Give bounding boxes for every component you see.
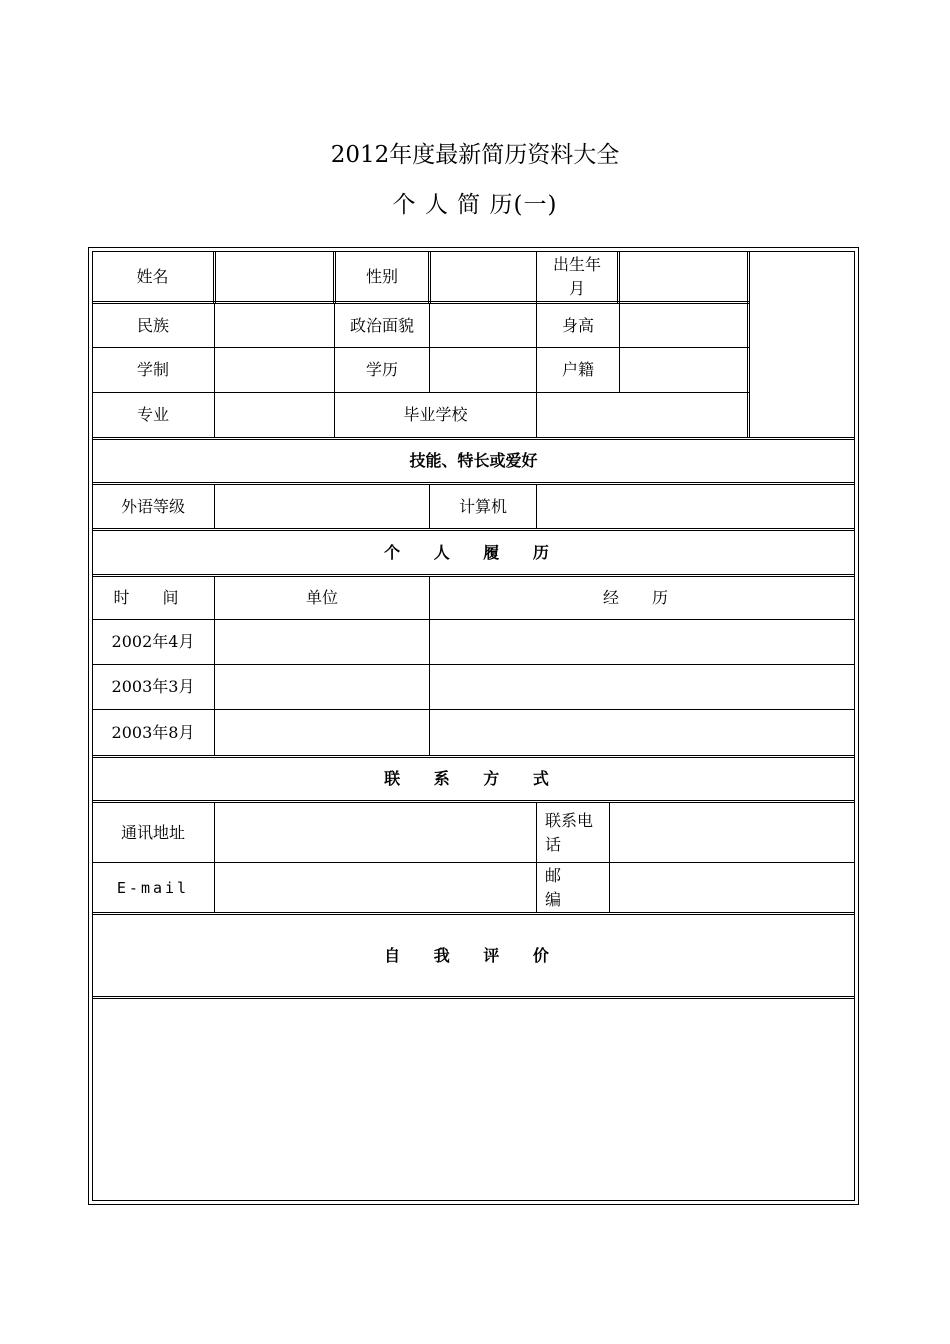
col-divider bbox=[617, 251, 620, 303]
language-label: 外语等级 bbox=[120, 496, 185, 516]
col-experience-header: 经 历 bbox=[602, 588, 683, 607]
major-field[interactable] bbox=[215, 393, 334, 437]
skills-heading: 技能、特长或爱好 bbox=[409, 451, 538, 470]
schooling-label: 学制 bbox=[136, 360, 169, 379]
ethnicity-field[interactable] bbox=[215, 304, 334, 347]
resume-row-unit[interactable] bbox=[215, 620, 429, 664]
name-label: 姓名 bbox=[136, 267, 169, 286]
self-eval-field[interactable] bbox=[92, 999, 855, 1201]
education-field[interactable] bbox=[430, 348, 536, 392]
birth-label-line2: 月 bbox=[568, 279, 585, 298]
address-field[interactable] bbox=[215, 803, 536, 862]
political-label: 政治面貌 bbox=[349, 315, 414, 335]
hukou-field[interactable] bbox=[620, 348, 747, 392]
resume-heading: 个 人 履 历 bbox=[384, 542, 563, 562]
resume-row-unit[interactable] bbox=[215, 710, 429, 755]
language-field[interactable] bbox=[215, 485, 429, 528]
email-label: E-mail bbox=[116, 878, 190, 897]
resume-row-time: 2002年4月 bbox=[111, 632, 195, 651]
birth-label-line1: 出生年 bbox=[552, 255, 601, 274]
resume-row-time: 2003年8月 bbox=[111, 722, 195, 742]
height-field[interactable] bbox=[620, 304, 747, 347]
zip-label bbox=[545, 863, 609, 912]
resume-row-experience[interactable] bbox=[430, 620, 855, 664]
school-label: 毕业学校 bbox=[403, 405, 468, 424]
zip-field[interactable] bbox=[610, 863, 855, 912]
major-label: 专业 bbox=[136, 405, 169, 424]
contact-heading: 联 系 方 式 bbox=[384, 769, 563, 788]
education-label: 学历 bbox=[365, 360, 398, 379]
hukou-label: 户籍 bbox=[561, 360, 594, 379]
self-eval-heading: 自 我 评 价 bbox=[384, 945, 563, 965]
col-divider bbox=[213, 251, 216, 303]
phone-field[interactable] bbox=[610, 803, 855, 862]
photo-divider bbox=[747, 251, 750, 438]
page-title: 2012年度最新简历资料大全 bbox=[330, 142, 620, 168]
name-field[interactable] bbox=[217, 251, 333, 303]
zip-label-line2: 编 bbox=[545, 889, 562, 909]
ethnicity-label: 民族 bbox=[136, 315, 169, 335]
phone-label bbox=[545, 803, 609, 862]
phone-label-line2: 话 bbox=[545, 834, 562, 854]
resume-row-time: 2003年3月 bbox=[111, 677, 195, 696]
col-time-header: 时 间 bbox=[113, 588, 193, 607]
page-subtitle: 个 人 简 历(一) bbox=[392, 192, 558, 218]
gender-label: 性别 bbox=[365, 267, 398, 286]
address-label: 通讯地址 bbox=[120, 822, 185, 842]
computer-label: 计算机 bbox=[458, 496, 507, 516]
birth-field[interactable] bbox=[621, 251, 747, 303]
col-unit-header: 单位 bbox=[305, 588, 338, 607]
computer-field[interactable] bbox=[537, 485, 855, 528]
political-field[interactable] bbox=[430, 304, 536, 347]
zip-label-line1: 邮 bbox=[545, 865, 562, 885]
birth-label bbox=[537, 251, 617, 303]
resume-row-unit[interactable] bbox=[215, 665, 429, 709]
resume-row-experience[interactable] bbox=[430, 665, 855, 709]
col-divider bbox=[428, 251, 431, 303]
phone-label-line1: 联系电 bbox=[545, 810, 594, 830]
photo-area bbox=[751, 251, 855, 438]
schooling-field[interactable] bbox=[215, 348, 334, 392]
email-field[interactable] bbox=[215, 863, 536, 912]
col-divider bbox=[536, 803, 537, 912]
resume-row-experience[interactable] bbox=[430, 710, 855, 755]
gender-field[interactable] bbox=[432, 251, 536, 303]
school-field[interactable] bbox=[537, 393, 747, 437]
height-label: 身高 bbox=[561, 315, 594, 335]
